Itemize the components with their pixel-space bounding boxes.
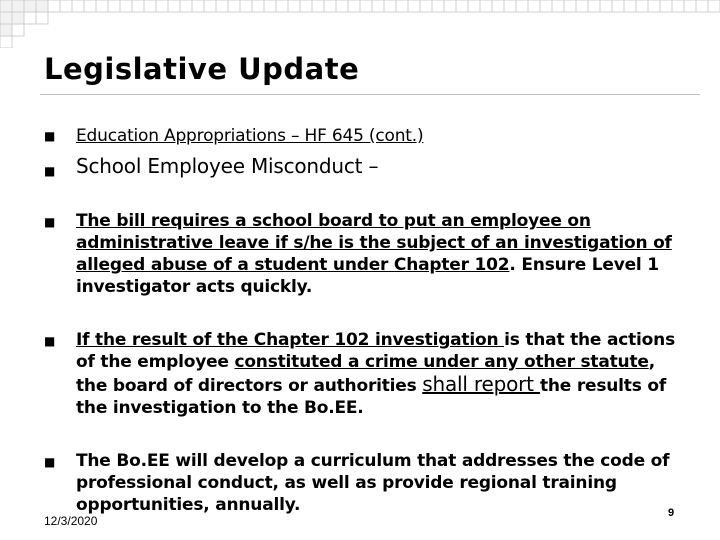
administrative-leave-requirement: The bill requires a school board to put an employee on administrative leave if s/he is the subject of an investigation of alleged abuse of a student under Chapter 102 bbox=[76, 211, 672, 275]
footer-date: 12/3/2020 bbox=[44, 514, 98, 528]
board-text: , the board of directors or authorities bbox=[76, 352, 655, 396]
square-bullet-icon: ■ bbox=[44, 164, 56, 178]
bullet-investigation-result bbox=[76, 329, 686, 419]
square-bullet-icon: ■ bbox=[44, 334, 56, 348]
shall-report: shall report bbox=[422, 372, 540, 396]
level-1-investigator-note: . Ensure Level 1 investigator acts quickly. bbox=[76, 255, 659, 297]
page-number: 9 bbox=[668, 507, 675, 519]
bullet-school-employee-misconduct: School Employee Misconduct – bbox=[76, 154, 379, 178]
title-divider bbox=[40, 94, 700, 95]
bullet-boee-curriculum: The Bo.EE will develop a curriculum that addresses the code of professional conduct, as well as provide regional training opportunities, annually. bbox=[76, 451, 670, 515]
chapter-102-investigation: If the result of the Chapter 102 investigation bbox=[76, 330, 505, 350]
actions-text: is that the actions of the employee bbox=[76, 330, 675, 372]
crime-under-statute: constituted a crime under any other statute bbox=[234, 352, 649, 372]
square-bullet-icon: ■ bbox=[44, 215, 56, 229]
slide-title: Legislative Update bbox=[44, 52, 360, 86]
decorative-grid bbox=[0, 0, 720, 48]
bullet-administrative-leave bbox=[76, 210, 686, 298]
square-bullet-icon: ■ bbox=[44, 455, 56, 469]
square-bullet-icon: ■ bbox=[44, 129, 56, 143]
results-text: the results of the investigation to the Bo.EE. bbox=[76, 376, 667, 418]
bullet-education-appropriations: Education Appropriations – HF 645 (cont.) bbox=[76, 126, 424, 146]
